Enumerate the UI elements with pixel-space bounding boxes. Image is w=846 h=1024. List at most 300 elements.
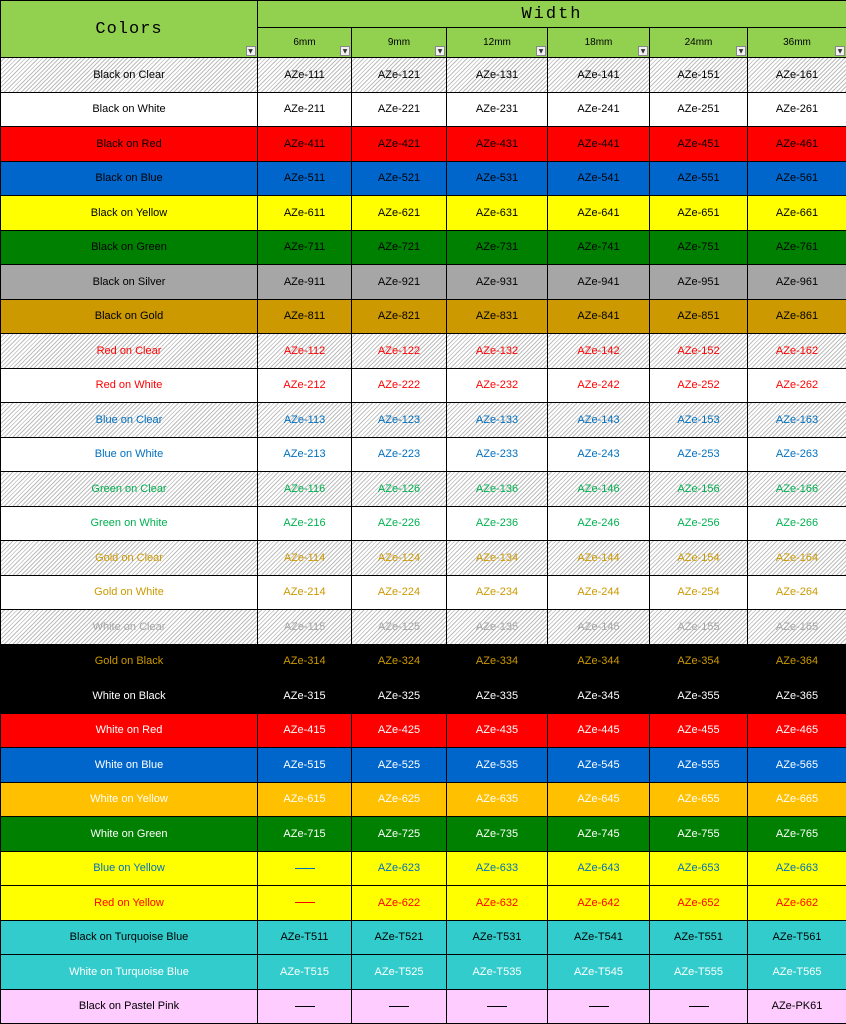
part-code: AZe-521 — [377, 172, 421, 185]
part-code-cell[interactable] — [748, 990, 846, 1024]
part-code: AZe-325 — [377, 689, 421, 702]
part-code-cell[interactable] — [352, 541, 447, 576]
part-code-cell[interactable] — [447, 127, 548, 162]
part-code: AZe-111 — [284, 68, 325, 81]
part-code-cell[interactable] — [650, 127, 748, 162]
part-code-cell[interactable] — [650, 610, 748, 645]
part-code-cell[interactable] — [748, 369, 846, 404]
part-code: AZe-166 — [775, 482, 819, 495]
part-code-cell[interactable] — [447, 679, 548, 714]
part-code: AZe-465 — [775, 724, 819, 737]
color-label-cell[interactable] — [1, 438, 258, 473]
part-code-cell[interactable] — [748, 852, 846, 887]
part-code: AZe-345 — [577, 689, 620, 702]
part-code-cell[interactable] — [548, 265, 650, 300]
color-label-cell[interactable] — [1, 610, 258, 645]
part-code-cell[interactable] — [548, 748, 650, 783]
part-code-cell[interactable] — [548, 231, 650, 266]
part-code-cell[interactable] — [447, 990, 548, 1024]
color-label: Blue on Yellow — [93, 862, 165, 875]
part-code-cell[interactable] — [447, 196, 548, 231]
filter-dropdown-icon[interactable]: ▼ — [736, 46, 746, 56]
part-code-cell[interactable] — [650, 921, 748, 956]
part-code: AZe-435 — [475, 724, 519, 737]
color-label: White on Clear — [92, 620, 166, 633]
part-code-cell[interactable] — [352, 438, 447, 473]
part-code-cell[interactable] — [258, 58, 352, 93]
part-code: AZe-941 — [577, 275, 620, 288]
part-code-cell[interactable] — [447, 817, 548, 852]
part-code: AZe-212 — [283, 379, 326, 392]
part-code-cell[interactable] — [258, 472, 352, 507]
part-code-cell[interactable] — [352, 714, 447, 749]
filter-dropdown-icon[interactable]: ▼ — [638, 46, 648, 56]
width-header — [258, 1, 846, 28]
part-code-cell[interactable] — [258, 196, 352, 231]
part-code: AZe-455 — [677, 724, 720, 737]
part-code-cell[interactable] — [258, 507, 352, 542]
part-code-cell[interactable] — [258, 783, 352, 818]
part-code-cell[interactable] — [650, 196, 748, 231]
part-code: AZe-246 — [577, 517, 620, 530]
part-code-cell[interactable] — [650, 472, 748, 507]
color-label-cell[interactable] — [1, 817, 258, 852]
part-code-cell[interactable] — [650, 403, 748, 438]
part-code-cell[interactable] — [258, 852, 352, 887]
part-code-cell[interactable] — [748, 576, 846, 611]
part-code-cell[interactable] — [748, 817, 846, 852]
part-code-cell[interactable] — [650, 300, 748, 335]
part-code: AZe-335 — [475, 689, 519, 702]
part-code-cell[interactable] — [650, 507, 748, 542]
color-label: Black on Blue — [95, 172, 163, 185]
color-label-cell[interactable] — [1, 196, 258, 231]
part-code-cell[interactable] — [447, 714, 548, 749]
part-code-cell[interactable] — [258, 645, 352, 680]
part-code: AZe-651 — [677, 206, 720, 219]
part-code: AZe-631 — [475, 206, 519, 219]
part-code-cell[interactable] — [548, 438, 650, 473]
part-code-cell[interactable] — [258, 300, 352, 335]
part-code-cell[interactable] — [748, 507, 846, 542]
part-code-cell[interactable] — [548, 507, 650, 542]
part-code: AZe-T545 — [574, 965, 623, 978]
part-code: AZe-161 — [775, 68, 819, 81]
part-code-cell[interactable] — [548, 645, 650, 680]
width-label: 12mm — [483, 37, 511, 48]
part-code-cell[interactable] — [548, 610, 650, 645]
part-code-cell[interactable] — [258, 921, 352, 956]
part-code-cell[interactable] — [258, 817, 352, 852]
part-code-cell[interactable] — [650, 645, 748, 680]
part-code-cell[interactable] — [748, 162, 846, 197]
part-code-cell[interactable] — [352, 403, 447, 438]
color-label-cell[interactable] — [1, 748, 258, 783]
part-code-cell[interactable] — [447, 576, 548, 611]
part-code-cell[interactable] — [258, 886, 352, 921]
part-code: AZe-T561 — [772, 931, 822, 944]
part-code: AZe-151 — [677, 68, 720, 81]
part-code-cell[interactable] — [258, 679, 352, 714]
part-code-cell[interactable] — [748, 679, 846, 714]
part-code: AZe-765 — [775, 827, 819, 840]
part-code: AZe-615 — [283, 793, 326, 806]
color-label-cell[interactable] — [1, 645, 258, 680]
part-code-cell[interactable] — [748, 921, 846, 956]
part-code-cell[interactable] — [650, 162, 748, 197]
part-code: AZe-721 — [377, 241, 421, 254]
part-code-cell[interactable] — [352, 93, 447, 128]
color-label-cell[interactable] — [1, 852, 258, 887]
part-code-cell[interactable] — [352, 783, 447, 818]
part-code: AZe-445 — [577, 724, 620, 737]
part-code-cell[interactable] — [748, 231, 846, 266]
part-code: AZe-545 — [577, 758, 620, 771]
part-code-cell[interactable] — [548, 679, 650, 714]
part-code-cell[interactable] — [447, 334, 548, 369]
unavailable-dash — [295, 1006, 315, 1007]
color-label-cell[interactable] — [1, 507, 258, 542]
part-code-cell[interactable] — [748, 610, 846, 645]
part-code-cell[interactable] — [258, 990, 352, 1024]
part-code-cell[interactable] — [352, 817, 447, 852]
part-code-cell[interactable] — [650, 541, 748, 576]
color-label-cell[interactable] — [1, 541, 258, 576]
color-label-cell[interactable] — [1, 93, 258, 128]
part-code-cell[interactable] — [548, 576, 650, 611]
part-code-cell[interactable] — [352, 990, 447, 1024]
color-label: Gold on White — [94, 586, 164, 599]
part-code-cell[interactable] — [650, 990, 748, 1024]
part-code-cell[interactable] — [650, 817, 748, 852]
part-code-cell[interactable] — [258, 748, 352, 783]
color-label-cell[interactable] — [1, 300, 258, 335]
part-code-cell[interactable] — [748, 438, 846, 473]
part-code-cell[interactable] — [447, 265, 548, 300]
part-code-cell[interactable] — [258, 403, 352, 438]
part-code-cell[interactable] — [258, 93, 352, 128]
part-code-cell[interactable] — [650, 679, 748, 714]
part-code: AZe-213 — [283, 448, 326, 461]
color-label: Black on Yellow — [90, 206, 168, 219]
part-code-cell[interactable] — [748, 783, 846, 818]
color-label: White on Yellow — [90, 793, 168, 806]
width-header-9mm — [352, 28, 447, 58]
part-code-cell[interactable] — [548, 714, 650, 749]
part-code-cell[interactable] — [352, 852, 447, 887]
colors-header — [1, 1, 258, 58]
color-label: Red on Clear — [96, 344, 162, 357]
part-code: AZe-314 — [283, 655, 326, 668]
filter-dropdown-icon[interactable]: ▼ — [536, 46, 546, 56]
part-code: AZe-821 — [377, 310, 421, 323]
part-code-cell[interactable] — [447, 886, 548, 921]
part-code-cell[interactable] — [650, 438, 748, 473]
color-label: Blue on Clear — [95, 413, 163, 426]
color-label-cell[interactable] — [1, 472, 258, 507]
part-code: AZe-515 — [283, 758, 326, 771]
part-code-cell[interactable] — [447, 921, 548, 956]
part-code-cell[interactable] — [258, 955, 352, 990]
part-code-cell[interactable] — [447, 438, 548, 473]
part-code: AZe-741 — [577, 241, 620, 254]
part-code-cell[interactable] — [748, 196, 846, 231]
part-code: AZe-555 — [677, 758, 720, 771]
part-code-cell[interactable] — [650, 714, 748, 749]
part-code-cell[interactable] — [650, 58, 748, 93]
part-code: AZe-116 — [283, 482, 326, 495]
part-code-cell[interactable] — [548, 541, 650, 576]
color-label-cell[interactable] — [1, 334, 258, 369]
part-code: AZe-565 — [775, 758, 819, 771]
part-code-cell[interactable] — [352, 334, 447, 369]
color-label-cell[interactable] — [1, 714, 258, 749]
part-code-cell[interactable] — [748, 748, 846, 783]
part-code-cell[interactable] — [447, 162, 548, 197]
part-code: AZe-421 — [377, 137, 421, 150]
part-code-cell[interactable] — [650, 265, 748, 300]
part-code: AZe-461 — [775, 137, 819, 150]
part-code-cell[interactable] — [748, 300, 846, 335]
part-code-cell[interactable] — [548, 196, 650, 231]
part-code-cell[interactable] — [258, 438, 352, 473]
part-code: AZe-551 — [677, 172, 720, 185]
color-label-cell[interactable] — [1, 679, 258, 714]
part-code: AZe-266 — [775, 517, 819, 530]
part-code: AZe-146 — [577, 482, 620, 495]
width-label: 24mm — [684, 37, 713, 48]
part-code-cell[interactable] — [258, 610, 352, 645]
color-label-cell[interactable] — [1, 921, 258, 956]
part-code: AZe-735 — [475, 827, 519, 840]
part-code-cell[interactable] — [258, 127, 352, 162]
color-label-cell[interactable] — [1, 127, 258, 162]
part-code: AZe-211 — [283, 103, 326, 116]
part-code-cell[interactable] — [548, 93, 650, 128]
part-code-cell[interactable] — [748, 714, 846, 749]
part-code-cell[interactable] — [748, 886, 846, 921]
part-code-cell[interactable] — [548, 886, 650, 921]
part-code-cell[interactable] — [548, 58, 650, 93]
part-code-cell[interactable] — [352, 610, 447, 645]
part-code: AZe-665 — [775, 793, 819, 806]
part-code-cell[interactable] — [447, 645, 548, 680]
part-code-cell[interactable] — [650, 852, 748, 887]
part-code-cell[interactable] — [650, 955, 748, 990]
part-code: AZe-621 — [377, 206, 421, 219]
part-code-cell[interactable] — [352, 955, 447, 990]
part-code: AZe-134 — [475, 551, 519, 564]
part-code-cell[interactable] — [548, 369, 650, 404]
part-code-cell[interactable] — [352, 300, 447, 335]
part-code-cell[interactable] — [748, 955, 846, 990]
part-code-cell[interactable] — [548, 990, 650, 1024]
part-code: AZe-141 — [577, 68, 620, 81]
part-code-cell[interactable] — [352, 162, 447, 197]
part-code-cell[interactable] — [447, 300, 548, 335]
part-code-cell[interactable] — [447, 507, 548, 542]
part-code-cell[interactable] — [748, 403, 846, 438]
part-code-cell[interactable] — [650, 748, 748, 783]
color-label: Red on Yellow — [94, 896, 164, 909]
part-code-cell[interactable] — [352, 127, 447, 162]
part-code-cell[interactable] — [548, 300, 650, 335]
part-code-cell[interactable] — [352, 265, 447, 300]
part-code: AZe-154 — [677, 551, 720, 564]
color-label: Gold on Clear — [95, 551, 163, 564]
width-header-6mm — [258, 28, 352, 58]
part-code-cell[interactable] — [258, 334, 352, 369]
filter-dropdown-icon[interactable]: ▼ — [835, 46, 845, 56]
part-code: AZe-163 — [775, 413, 819, 426]
part-code: AZe-233 — [475, 448, 519, 461]
part-code: AZe-755 — [677, 827, 720, 840]
color-label-cell[interactable] — [1, 886, 258, 921]
part-code-cell[interactable] — [352, 921, 447, 956]
color-label-cell[interactable] — [1, 369, 258, 404]
part-code-cell[interactable] — [258, 541, 352, 576]
color-label: White on Turquoise Blue — [69, 965, 189, 978]
part-code-cell[interactable] — [650, 369, 748, 404]
filter-dropdown-icon[interactable]: ▼ — [340, 46, 350, 56]
part-code-cell[interactable] — [748, 472, 846, 507]
part-code: AZe-415 — [283, 724, 326, 737]
filter-dropdown-icon[interactable]: ▼ — [435, 46, 445, 56]
part-code-cell[interactable] — [548, 334, 650, 369]
part-code-cell[interactable] — [447, 541, 548, 576]
part-code-cell[interactable] — [650, 93, 748, 128]
part-code-cell[interactable] — [650, 231, 748, 266]
part-code-cell[interactable] — [352, 886, 447, 921]
part-code: AZe-251 — [677, 103, 720, 116]
part-code-cell[interactable] — [748, 645, 846, 680]
part-code-cell[interactable] — [352, 472, 447, 507]
part-code-cell[interactable] — [548, 852, 650, 887]
part-code: AZe-254 — [677, 586, 720, 599]
part-code-cell[interactable] — [258, 162, 352, 197]
color-label: Black on Green — [91, 241, 167, 254]
part-code: AZe-961 — [775, 275, 819, 288]
part-code-cell[interactable] — [352, 231, 447, 266]
width-header-18mm — [548, 28, 650, 58]
part-code-cell[interactable] — [447, 403, 548, 438]
color-label-cell[interactable] — [1, 955, 258, 990]
part-code-cell[interactable] — [447, 472, 548, 507]
unavailable-dash — [295, 902, 315, 903]
part-code-cell[interactable] — [447, 852, 548, 887]
part-code: AZe-261 — [775, 103, 819, 116]
part-code-cell[interactable] — [447, 58, 548, 93]
part-code-cell[interactable] — [548, 955, 650, 990]
color-label: Green on Clear — [91, 482, 167, 495]
part-code-cell[interactable] — [352, 748, 447, 783]
part-code: AZe-142 — [577, 344, 620, 357]
color-label: Black on White — [92, 103, 166, 116]
part-code: AZe-811 — [283, 310, 326, 323]
part-code-cell[interactable] — [748, 127, 846, 162]
part-code-cell[interactable] — [447, 748, 548, 783]
part-code: AZe-115 — [283, 620, 326, 633]
part-code-cell[interactable] — [548, 783, 650, 818]
color-label-cell[interactable] — [1, 231, 258, 266]
color-label-cell[interactable] — [1, 783, 258, 818]
filter-dropdown-icon[interactable]: ▼ — [246, 46, 256, 56]
part-code-cell[interactable] — [258, 714, 352, 749]
part-code-cell[interactable] — [748, 265, 846, 300]
part-code-cell[interactable] — [352, 645, 447, 680]
part-code: AZe-324 — [377, 655, 421, 668]
part-code-cell[interactable] — [548, 472, 650, 507]
part-code: AZe-641 — [577, 206, 620, 219]
part-code: AZe-264 — [775, 586, 819, 599]
part-code-cell[interactable] — [548, 127, 650, 162]
part-code-cell[interactable] — [748, 58, 846, 93]
part-code: AZe-T541 — [574, 931, 623, 944]
part-code: AZe-663 — [775, 862, 819, 875]
part-code-cell[interactable] — [447, 369, 548, 404]
part-code-cell[interactable] — [352, 58, 447, 93]
unavailable-dash — [689, 1006, 709, 1007]
part-code-cell[interactable] — [650, 576, 748, 611]
color-label-cell[interactable] — [1, 162, 258, 197]
part-code-cell[interactable] — [352, 196, 447, 231]
part-code-cell[interactable] — [447, 231, 548, 266]
part-code-cell[interactable] — [548, 162, 650, 197]
part-code: AZe-625 — [377, 793, 421, 806]
part-code-cell[interactable] — [447, 783, 548, 818]
part-code: AZe-244 — [577, 586, 620, 599]
part-code-cell[interactable] — [352, 507, 447, 542]
part-code-cell[interactable] — [548, 921, 650, 956]
color-label-cell[interactable] — [1, 403, 258, 438]
part-code-cell[interactable] — [352, 576, 447, 611]
part-code-cell[interactable] — [447, 93, 548, 128]
color-label-cell[interactable] — [1, 990, 258, 1024]
part-code-cell[interactable] — [748, 541, 846, 576]
part-code-cell[interactable] — [352, 679, 447, 714]
part-code-cell[interactable] — [447, 610, 548, 645]
part-code: AZe-232 — [475, 379, 519, 392]
part-code-cell[interactable] — [650, 886, 748, 921]
part-code-cell[interactable] — [548, 403, 650, 438]
part-code: AZe-541 — [577, 172, 620, 185]
part-code-cell[interactable] — [548, 817, 650, 852]
part-code: AZe-133 — [475, 413, 519, 426]
part-code: AZe-113 — [283, 413, 326, 426]
part-code: AZe-241 — [577, 103, 620, 116]
part-code: AZe-425 — [377, 724, 421, 737]
color-label-cell[interactable] — [1, 58, 258, 93]
part-code: AZe-153 — [677, 413, 720, 426]
part-code-cell[interactable] — [258, 369, 352, 404]
color-label-cell[interactable] — [1, 576, 258, 611]
part-code-cell[interactable] — [258, 265, 352, 300]
part-code: AZe-411 — [283, 137, 326, 150]
part-code-cell[interactable] — [748, 334, 846, 369]
part-code-cell[interactable] — [650, 783, 748, 818]
color-label-cell[interactable] — [1, 265, 258, 300]
part-code-cell[interactable] — [258, 231, 352, 266]
part-code-cell[interactable] — [748, 93, 846, 128]
part-code-cell[interactable] — [258, 576, 352, 611]
part-code-cell[interactable] — [650, 334, 748, 369]
part-code-cell[interactable] — [352, 369, 447, 404]
color-label: Blue on White — [94, 448, 164, 461]
part-code: AZe-T515 — [280, 965, 329, 978]
part-code: AZe-131 — [475, 68, 519, 81]
part-code-cell[interactable] — [447, 955, 548, 990]
part-code: AZe-561 — [775, 172, 819, 185]
